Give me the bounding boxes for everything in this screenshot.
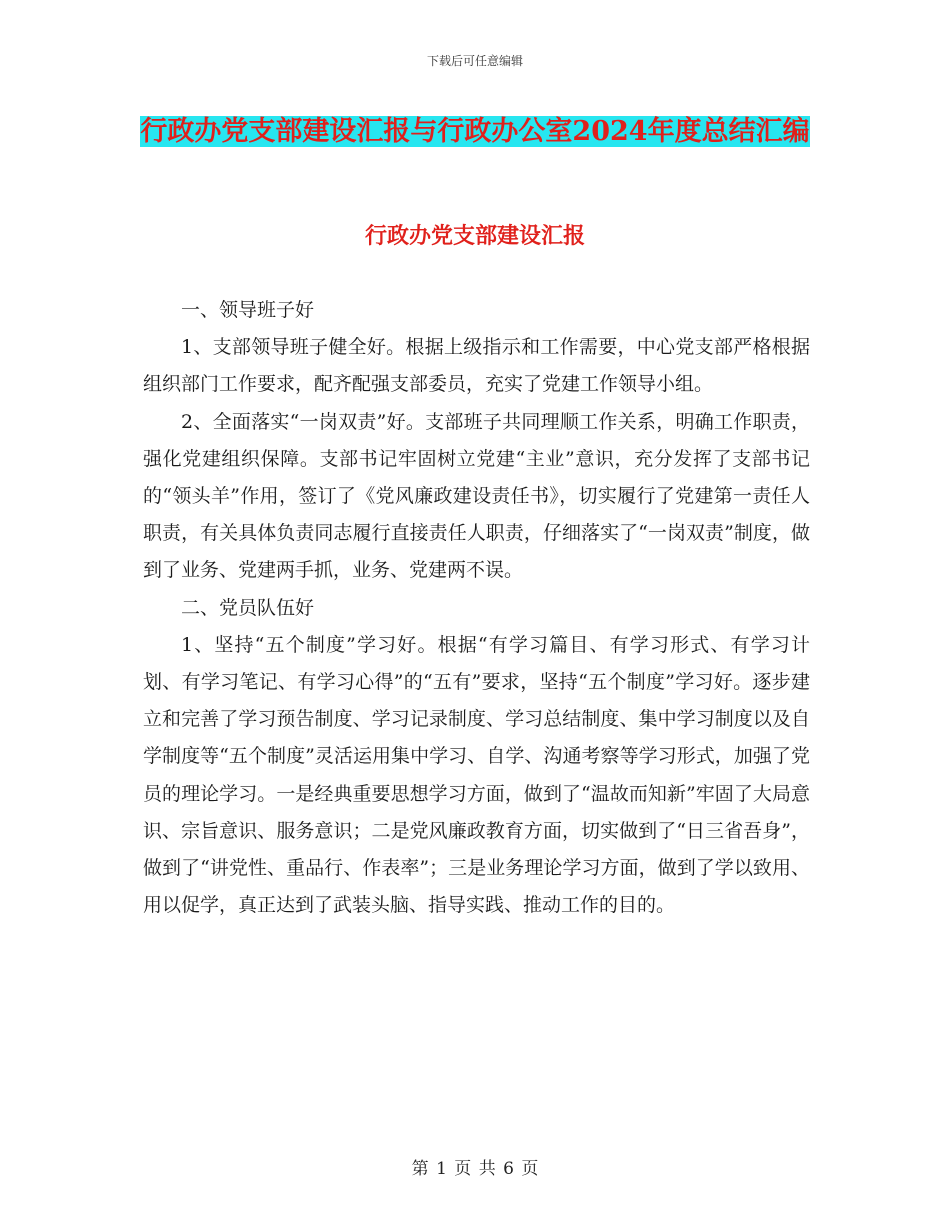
paragraph-leadership-1: 1、支部领导班子健全好。根据上级指示和工作需要，中心党支部严格根据组织部门工作要求，配齐配强支部委员，充实了党建工作领导小组。 (143, 336, 810, 396)
heading-party-members: 二、党员队伍好 (181, 596, 315, 619)
paragraph-party-members-1: 1、坚持“五个制度”学习好。根据“有学习篇目、有学习形式、有学习计划、有学习笔记、有学习心得”的“五有”要求，坚持“五个制度”学习好。逐步建立和完善了学习预告制度、学习记录制度、学习总结制度、集中学习制度以及自学制度等“五个制度”灵活运用集中学习、自学、沟通考察等学习形式，加强了党员的理论学习。一是经典重要思想学习方面，做到了“温故而知新”牢固了大局意识、宗旨意识、服务意识；二是党风廉政教育方面，切实做到了“日三省吾身”，做到了“讲党性、重品行、作表率”；三是业务理论学习方面，做到了学以致用、用以促学，真正达到了武装头脑、指导实践、推动工作的目的。 (143, 633, 810, 917)
heading-leadership: 一、领导班子好 (181, 299, 315, 321)
paragraph-leadership-2: 2、全面落实“一岗双责”好。支部班子共同理顺工作关系，明确工作职责，强化党建组织保障。支部书记牢固树立党建“主业”意识，充分发挥了支部书记的“领头羊”作用，签订了《党风廉政建设责任书》，切实履行了党建第一责任人职责，有关具体负责同志履行直接责任人职责，仔细落实了“一岗双责”制度，做到了业务、党建两手抓，业务、党建两不误。 (143, 410, 810, 582)
page-footer-number: 第 1 页 共 6 页 (411, 1159, 539, 1179)
document-title (140, 108, 810, 156)
document-body (143, 292, 810, 924)
section-title: 行政办党支部建设汇报 (364, 223, 585, 249)
page-header-note: 下载后可任意编辑 (426, 54, 523, 68)
document-title-text: 行政办党支部建设汇报与行政办公室2024年度总结汇编 (140, 116, 810, 147)
